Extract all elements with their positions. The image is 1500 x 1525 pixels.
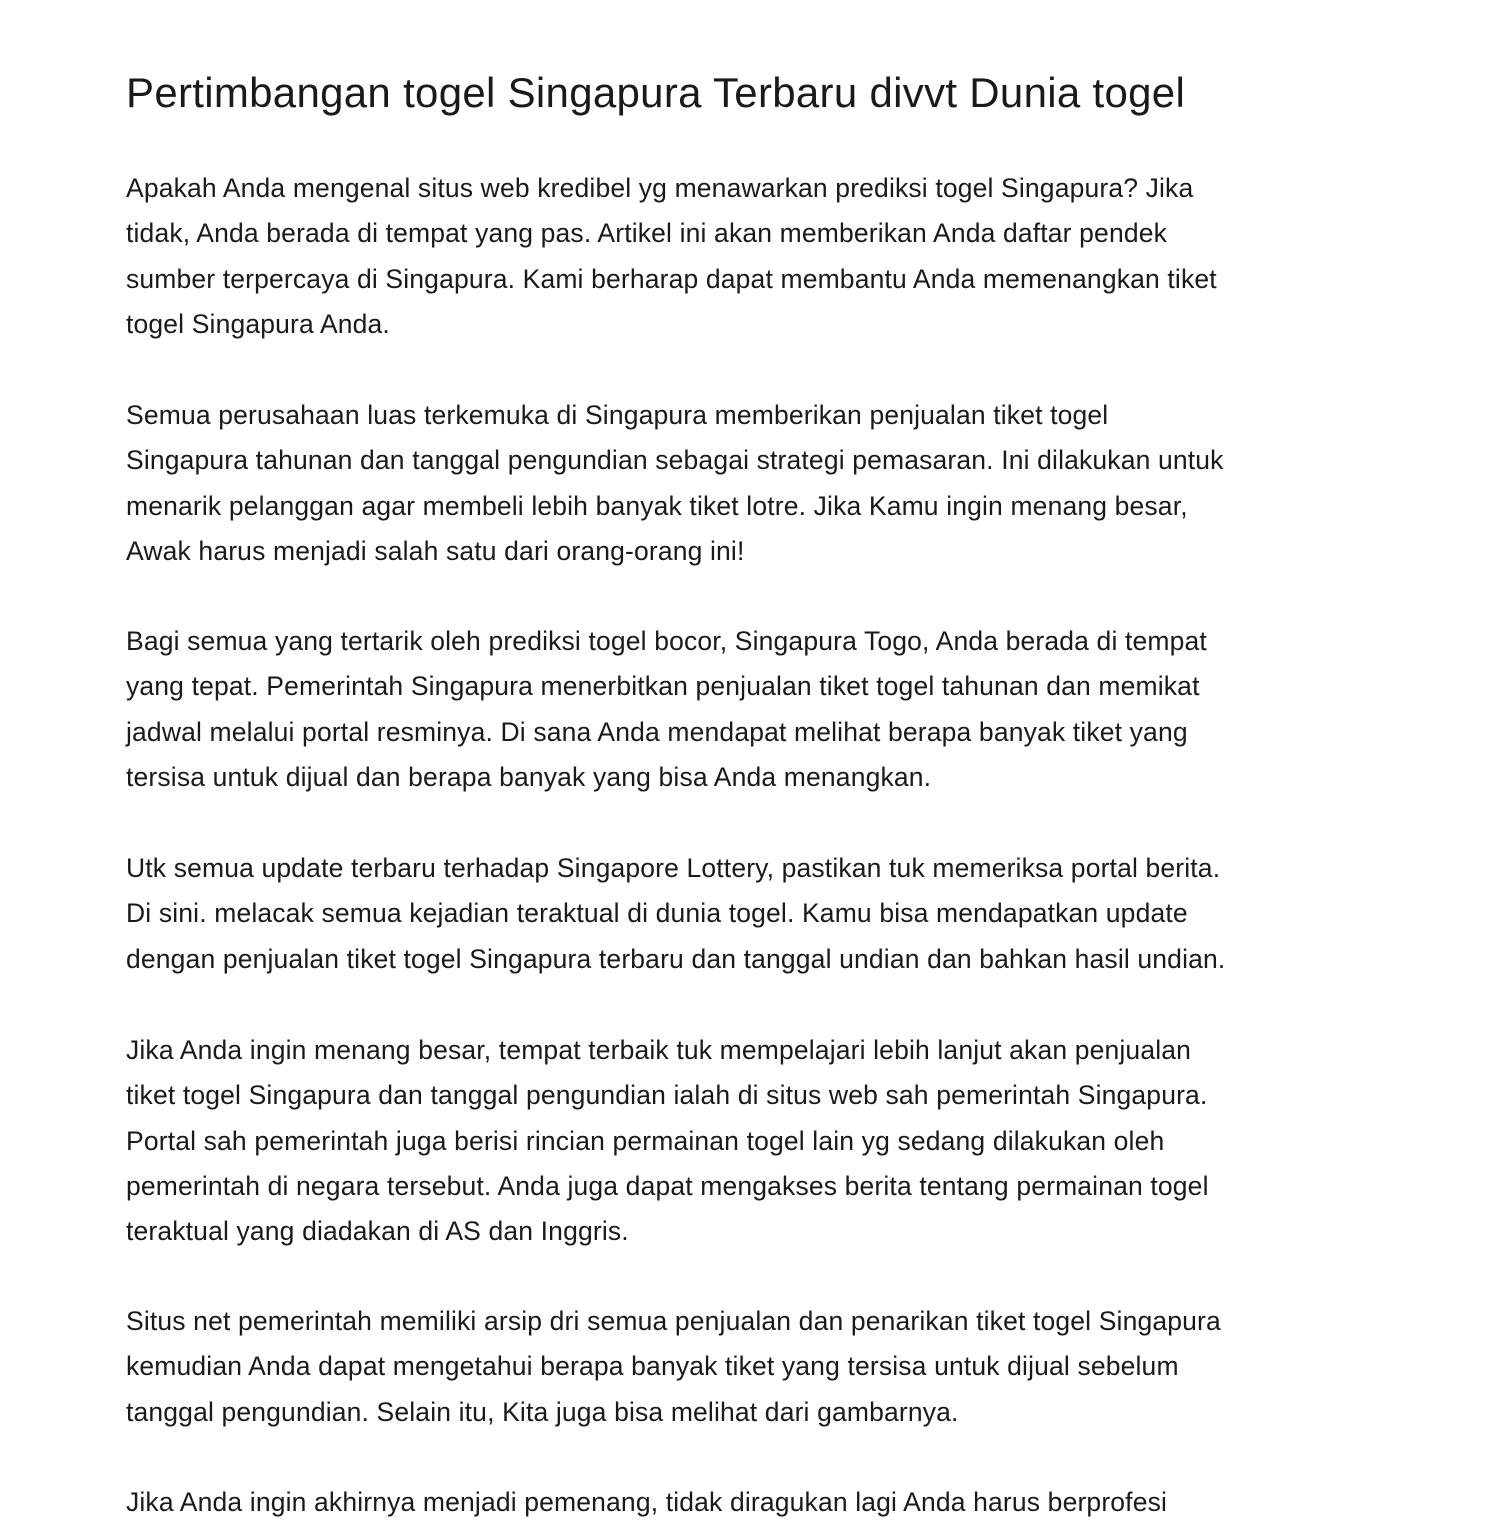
text-line: Singapura tahunan dan tanggal pengundian sebagai strategi pemasaran. Ini dilakukan untuk	[126, 445, 1224, 476]
text-line: yang tepat. Pemerintah Singapura menerbitkan penjualan tiket togel tahunan dan memikat	[126, 671, 1200, 702]
paragraph-7	[126, 1480, 1376, 1525]
text-line: togel Singapura Anda.	[126, 308, 390, 339]
text-line: tidak, Anda berada di tempat yang pas. Artikel ini akan memberikan Anda daftar pendek	[126, 218, 1168, 249]
text-line: tersisa untuk dijual dan berapa banyak yang bisa Anda menangkan.	[126, 761, 932, 792]
text-line: tanggal pengundian. Selain itu, Kita juga bisa melihat dari gambarnya.	[126, 1396, 959, 1427]
text-line: Awak harus menjadi salah satu dari orang-orang ini!	[126, 535, 745, 566]
text-line: sumber terpercaya di Singapura. Kami berharap dapat membantu Anda memenangkan tiket	[126, 263, 1217, 294]
text-line: Jika Anda ingin akhirnya menjadi pemenang, tidak diragukan lagi Anda harus berprofesi	[126, 1487, 1168, 1517]
text-line: teraktual yang diadakan di AS dan Inggris.	[126, 1216, 629, 1247]
text-line: Portal sah pemerintah juga berisi rincian permainan togel lain yg sedang dilakukan oleh	[126, 1125, 1165, 1156]
text-line: Situs net pemerintah memiliki arsip dri semua penjualan dan penarikan tiket togel Singapura	[126, 1306, 1221, 1336]
paragraph-3	[126, 619, 1376, 800]
text-line: dengan penjualan tiket togel Singapura terbaru dan tanggal undian dan bahkan hasil undian.	[126, 943, 1226, 974]
text-line: Utk semua update terbaru terhadap Singapore Lottery, pastikan tuk memeriksa portal berita.	[126, 853, 1221, 883]
text-line: Apakah Anda mengenal situs web kredibel yg menawarkan prediksi togel Singapura? Jika	[126, 173, 1194, 203]
text-line: Semua perusahaan luas terkemuka di Singapura memberikan penjualan tiket togel	[126, 400, 1109, 430]
document-page	[126, 0, 1376, 1517]
paragraph-6	[126, 1299, 1376, 1435]
paragraph-1	[126, 166, 1376, 347]
paragraph-5	[126, 1028, 1376, 1254]
paragraph-2	[126, 393, 1376, 574]
text-line: pemerintah di negara tersebut. Anda juga dapat mengakses berita tentang permainan togel	[126, 1170, 1209, 1201]
text-line: tiket togel Singapura dan tanggal pengundian ialah di situs web sah pemerintah Singapura.	[126, 1080, 1208, 1111]
paragraph-4	[126, 846, 1376, 982]
text-line: Di sini. melacak semua kejadian teraktual di dunia togel. Kamu bisa mendapatkan update	[126, 898, 1188, 929]
text-line: kemudian Anda dapat mengetahui berapa banyak tiket yang tersisa untuk dijual sebelum	[126, 1351, 1179, 1382]
text-line: Bagi semua yang tertarik oleh prediksi togel bocor, Singapura Togo, Anda berada di tempat	[126, 626, 1207, 656]
text-line: Jika Anda ingin menang besar, tempat terbaik tuk mempelajari lebih lanjut akan penjualan	[126, 1035, 1192, 1065]
document-title: Pertimbangan togel Singapura Terbaru divvt Dunia togel	[126, 69, 1186, 116]
text-line: jadwal melalui portal resminya. Di sana Anda mendapat melihat berapa banyak tiket yang	[126, 716, 1188, 747]
text-line: menarik pelanggan agar membeli lebih banyak tiket lotre. Jika Kamu ingin menang besar,	[126, 490, 1188, 521]
